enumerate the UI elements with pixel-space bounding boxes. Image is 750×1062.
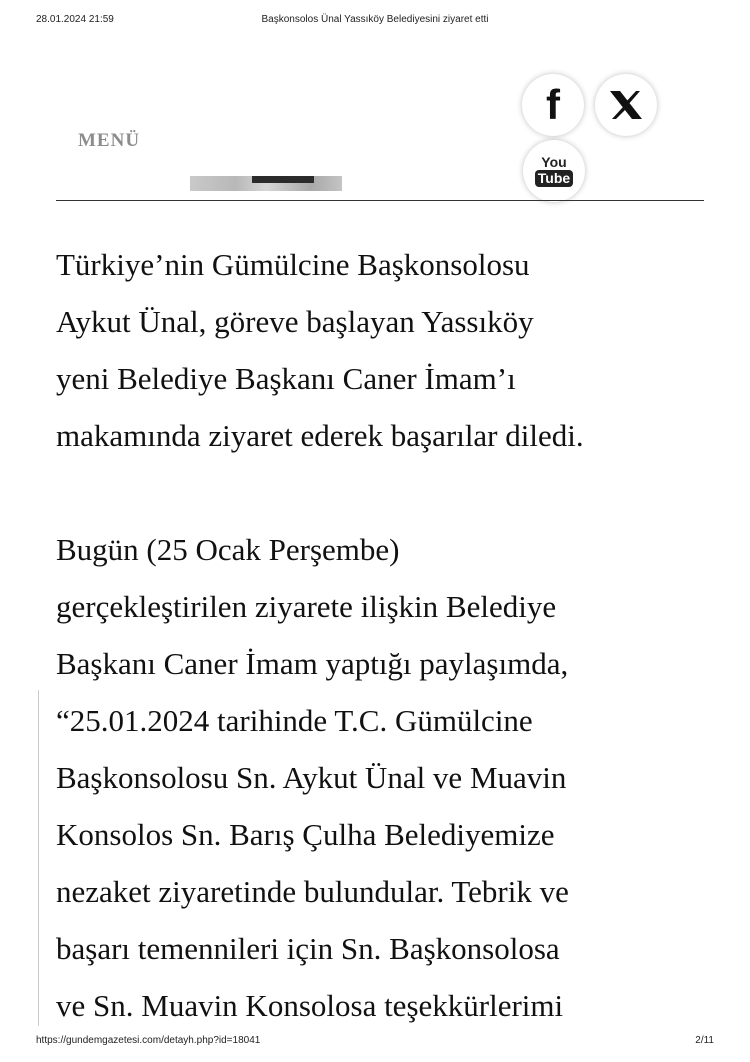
print-date: 28.01.2024 21:59 xyxy=(36,14,114,25)
article-line: yeni Belediye Başkanı Caner İmam’ı xyxy=(56,361,516,396)
print-page-number: 2/11 xyxy=(695,1035,714,1046)
paragraph-gap xyxy=(56,464,716,521)
site-logo[interactable] xyxy=(190,176,342,191)
facebook-link[interactable] xyxy=(522,74,584,136)
logo-dark-band xyxy=(252,176,314,183)
print-url: https://gundemgazetesi.com/detayh.php?id=18041 xyxy=(36,1035,261,1046)
article-line: Türkiye’nin Gümülcine Başkonsolosu xyxy=(56,247,530,282)
article-line: Aykut Ünal, göreve başlayan Yassıköy xyxy=(56,304,534,339)
article-line: makamında ziyaret ederek başarılar diledi. xyxy=(56,418,584,453)
facebook-icon: f xyxy=(546,81,560,128)
youtube-icon-you: You xyxy=(541,154,567,170)
article-line: Başkonsolosu Sn. Aykut Ünal ve Muavin xyxy=(56,760,567,795)
x-icon xyxy=(606,85,646,125)
article-line: nezaket ziyaretinde bulundular. Tebrik ve xyxy=(56,874,569,909)
youtube-link[interactable] xyxy=(523,140,585,202)
article-line: “25.01.2024 tarihinde T.C. Gümülcine xyxy=(56,703,533,738)
article-line: Konsolos Sn. Barış Çulha Belediyemize xyxy=(56,817,555,852)
article-line: başarı temennileri için Sn. Başkonsolosa xyxy=(56,931,560,966)
print-page-title: Başkonsolos Ünal Yassıköy Belediyesini ziyaret etti xyxy=(261,14,489,25)
youtube-icon-tube: Tube xyxy=(535,170,573,187)
article-line: ve Sn. Muavin Konsolosa teşekkürlerimi xyxy=(56,988,564,1023)
menu-button[interactable]: MENÜ xyxy=(78,130,141,151)
quote-side-rule xyxy=(38,690,39,1026)
article-line: gerçekleştirilen ziyarete ilişkin Belediye xyxy=(56,589,557,624)
x-link[interactable] xyxy=(595,74,657,136)
article-line: Başkanı Caner İmam yaptığı paylaşımda, xyxy=(56,646,569,681)
article-line: Bugün (25 Ocak Perşembe) xyxy=(56,532,400,567)
article-body xyxy=(56,236,716,1034)
header-divider xyxy=(56,200,704,201)
